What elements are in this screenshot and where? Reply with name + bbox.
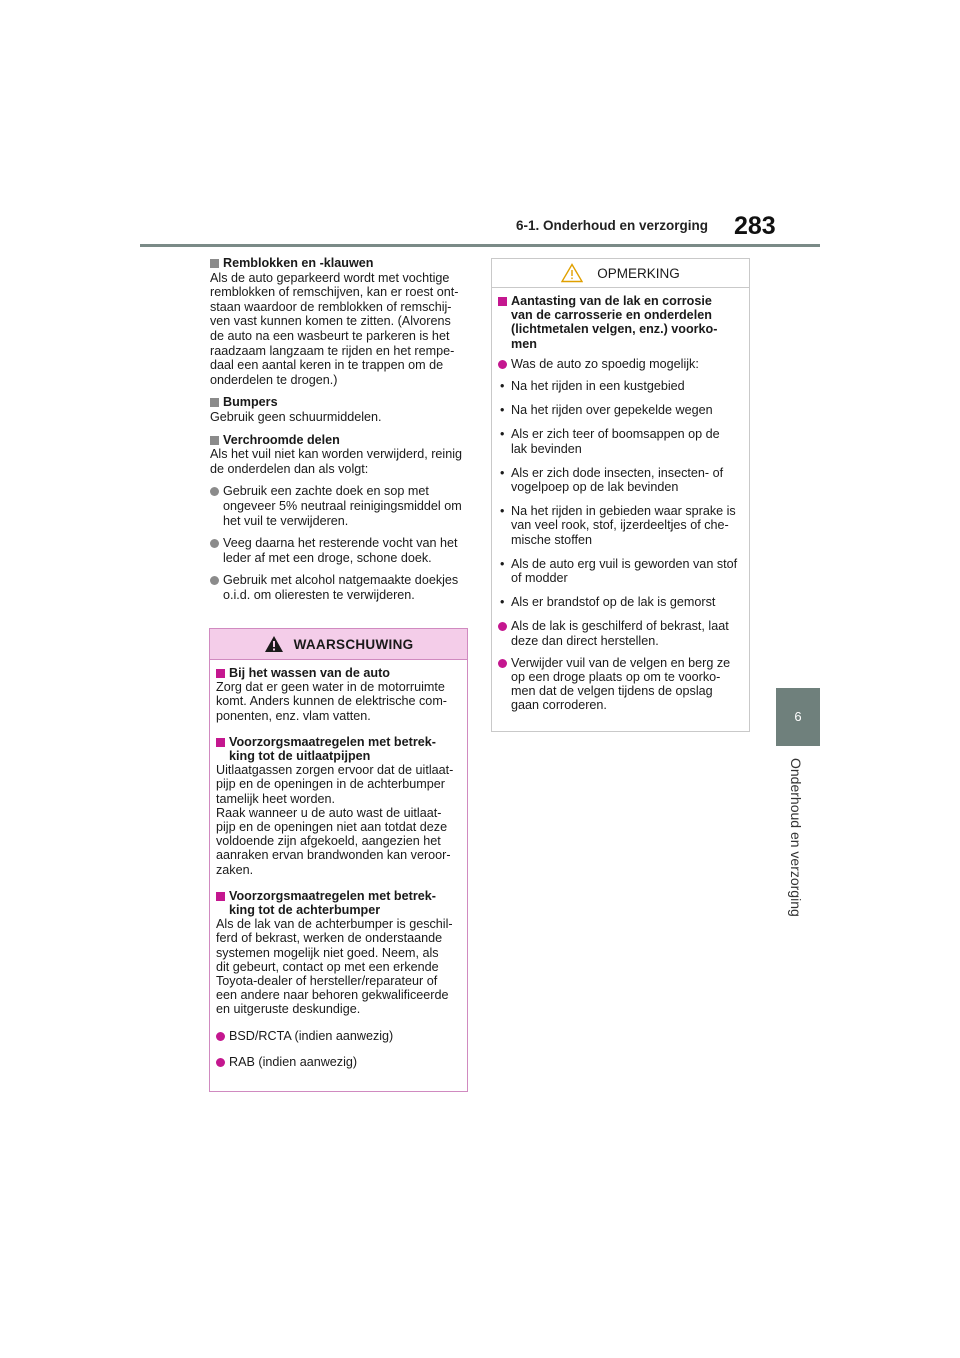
paragraph-rear-bumper: Als de lak van de achterbumper is geschil- ferd of bekrast, werken de onderstaande systemen mogelijk niet goed. Neem, als dit gebeurt, contact op met een erkende Toyota-dealer of hersteller/reparateur of een andere naar behoren gekwalificeerde en uitgeruste deskundige.	[216, 917, 453, 1017]
list-item: Gebruik een zachte doek en sop met ongeveer 5% neutraal reinigingsmiddel om het vuil te verwijderen.	[210, 484, 468, 528]
left-column	[210, 256, 468, 610]
list-item: Als de lak is geschilferd of bekrast, laat deze dan direct herstellen.	[498, 619, 743, 647]
list-item: Verwijder vuil van de velgen en berg ze op een droge plaats op om te voorko- men dat de velgen tijdens de opslag gaan corroderen.	[498, 656, 743, 713]
list-item: • Als de auto erg vuil is geworden van stof of modder	[498, 557, 743, 585]
list-item: BSD/RCTA (indien aanwezig)	[216, 1029, 461, 1043]
heading-exhaust: Voorzorgsmaatregelen met betrek- king tot de uitlaatpijpen	[216, 735, 461, 763]
list-item: Gebruik met alcohol natgemaakte doekjes o.i.d. om olieresten te verwijderen.	[210, 573, 468, 602]
note-box	[491, 258, 750, 732]
page-number: 283	[734, 212, 776, 240]
list-item: RAB (indien aanwezig)	[216, 1055, 461, 1069]
section-title: 6-1. Onderhoud en verzorging	[516, 218, 709, 233]
note-header	[492, 259, 749, 288]
paragraph-exhaust: Uitlaatgassen zorgen ervoor dat de uitlaat- pijp en de openingen in de achterbumper tamelijk heet worden. Raak wanneer u de auto wast de uitlaat- pijp en de openingen niet aan totdat deze voldoende zijn afgekoeld, aangezien het aanraken ervan brandwonden kan veroor- zaken.	[216, 763, 454, 877]
paragraph-washing: Zorg dat er geen water in de motorruimte komt. Anders kunnen de elektrische com- ponenten, enz. vlam vatten.	[216, 680, 447, 723]
list-item: • Als er zich dode insecten, insecten- of vogelpoep op de lak bevinden	[498, 466, 743, 494]
list-item: • Als er brandstof op de lak is gemorst	[498, 595, 743, 609]
warning-header	[210, 629, 467, 660]
warning-triangle-icon	[264, 635, 284, 653]
chapter-tab: 6	[776, 688, 820, 746]
list-item: Was de auto zo spoedig mogelijk:	[498, 357, 743, 371]
warning-box	[209, 628, 468, 1092]
header-rule	[140, 244, 820, 247]
heading-paint-corrosion: Aantasting van de lak en corrosie van de carrosserie en onderdelen (lichtmetalen velgen, enz.) voorko- men	[498, 294, 743, 351]
heading-brake-pads: Remblokken en -klauwen	[210, 256, 468, 271]
note-title: OPMERKING	[597, 265, 680, 281]
list-item: • Na het rijden over gepekelde wegen	[498, 403, 743, 417]
heading-rear-bumper: Voorzorgsmaatregelen met betrek- king tot de achterbumper	[216, 889, 461, 917]
list-item: • Na het rijden in gebieden waar sprake is van veel rook, stof, ijzerdeeltjes of che- mische stoffen	[498, 504, 743, 547]
paragraph-bumpers: Gebruik geen schuurmiddelen.	[210, 409, 382, 424]
chapter-side-label: Onderhoud en verzorging	[788, 758, 804, 917]
warning-title: WAARSCHUWING	[293, 636, 414, 652]
heading-washing: Bij het wassen van de auto	[216, 666, 461, 680]
list-item: • Na het rijden in een kustgebied	[498, 379, 743, 393]
heading-chrome: Verchroomde delen	[210, 433, 468, 448]
heading-bumpers: Bumpers	[210, 395, 468, 410]
list-item: Veeg daarna het resterende vocht van het leder af met een droge, schone doek.	[210, 536, 468, 565]
paragraph-chrome: Als het vuil niet kan worden verwijderd, reinig de onderdelen dan als volgt:	[210, 447, 462, 476]
paragraph-brake-pads: Als de auto geparkeerd wordt met vochtige remblokken of remschijven, kan er roest ont- staan waardoor de remblokken of remschij- ven vast kunnen komen te zitten. (Alvorens de auto na een wasbeurt te parkeren is het raadzaam langzaam te rijden en het rempe- daal een aantal keren in te trappen om de onderdelen te drogen.)	[210, 270, 459, 387]
list-item: • Als er zich teer of boomsappen op de lak bevinden	[498, 427, 743, 455]
caution-triangle-icon	[561, 263, 583, 283]
